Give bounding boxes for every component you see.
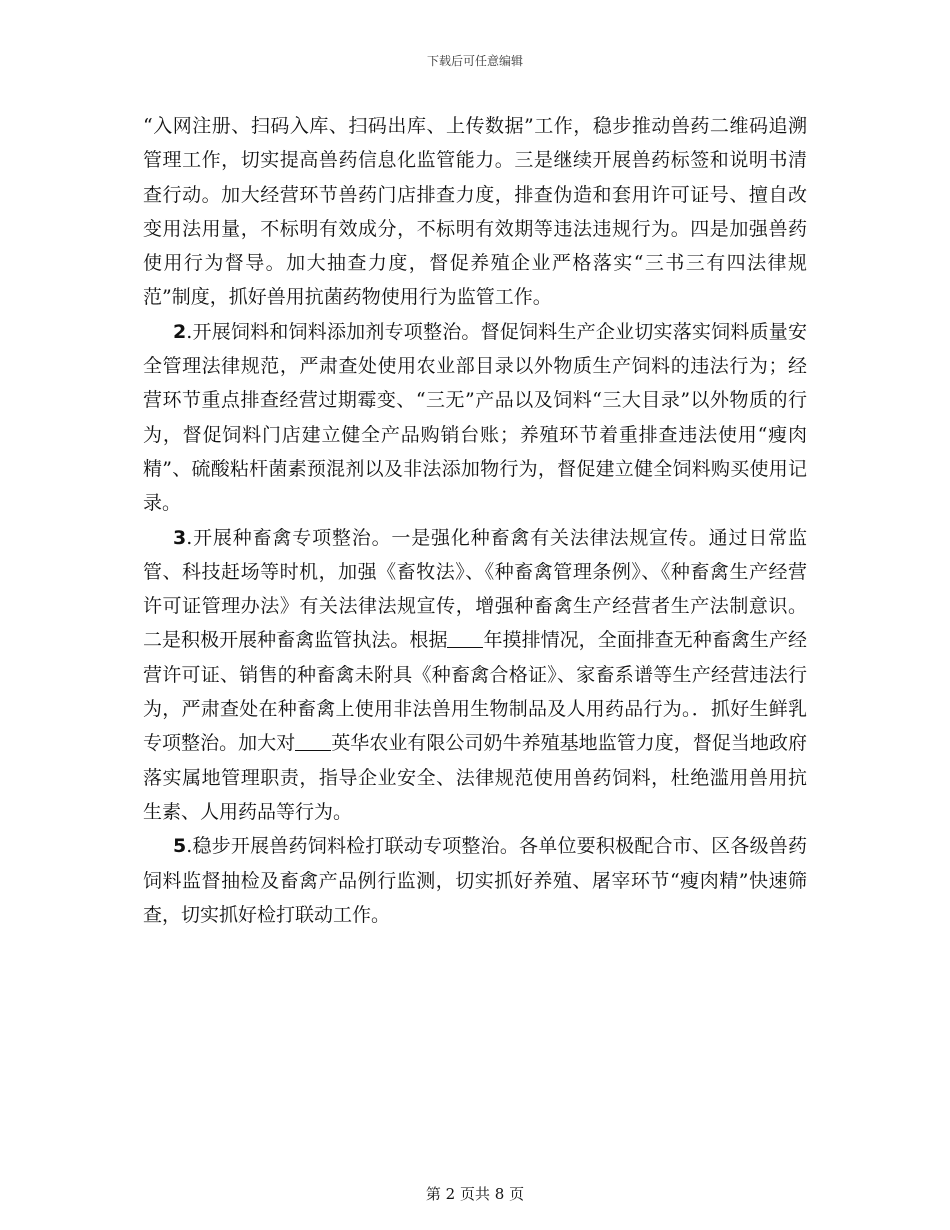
paragraph-text: .稳步开展兽药饲料检打联动专项整治。各单位要积极配合市、区各级兽药饲料监督抽检及畜禽产品例行监测，切实抓好养殖、屠宰环节“瘦肉精”快速筛查，切实抓好检打联动工作。 [143,835,807,926]
section-number: 2 [173,320,187,343]
paragraph-feed-rectification [143,315,807,521]
paragraph-breeding-livestock [143,521,807,830]
paragraph-text: 英华农业有限公司奶牛养殖基地监管力度，督促当地政府落实属地管理职责，指导企业安全、法律规范使用兽药饲料，杜绝滥用兽用抗生素、人用药品等行为。 [143,732,807,823]
document-body [143,109,807,932]
section-number: 5 [173,835,187,858]
page-footer: 第 2 页共 8 页 [425,1185,525,1203]
blank-underline [295,732,331,751]
paragraph-text: 年摸排情况，全面排查无种畜禽生产经营许可证、销售的种畜禽未附具《种畜禽合格证》、家畜系谱等生产经营违法行为，严肃查处在种畜禽上使用非法兽用生物制品及人用药品行为。．抓好生鲜乳专项整治。加大对 [143,629,807,755]
paragraph-text: .开展种畜禽专项整治。一是强化种畜禽有关法律法规宣传。通过日常监管、科技赶场等时机，加强《畜牧法》、《种畜禽管理条例》、《种畜禽生产经营许可证管理办法》有关法律法规宣传，增强种畜禽生产经营者生产法制意识。二是积极开展种畜禽监管执法。根据 [143,526,807,652]
paragraph-veterinary-drug [143,109,807,315]
page-header: 下载后可任意编辑 [426,54,523,68]
paragraph-inspection-enforcement [143,829,807,932]
blank-underline [447,629,483,648]
paragraph-text: “入网注册、扫码入库、扫码出库、上传数据”工作，稳步推动兽药二维码追溯管理工作，切实提高兽药信息化监管能力。三是继续开展兽药标签和说明书清查行动。加大经营环节兽药门店排查力度，排查伪造和套用许可证号、擅自改变用法用量，不标明有效成分，不标明有效期等违法违规行为。四是加强兽药使用行为督导。加大抽查力度，督促养殖企业严格落实“三书三有四法律规范”制度，抓好兽用抗菌药物使用行为监管工作。 [143,115,807,309]
paragraph-text: .开展饲料和饲料添加剂专项整治。督促饲料生产企业切实落实饲料质量安全管理法律规范，严肃查处使用农业部目录以外物质生产饲料的违法行为；经营环节重点排查经营过期霉变、“三无”产品以及饲料“三大目录”以外物质的行为，督促饲料门店建立健全产品购销台账；养殖环节着重排查违法使用“瘦肉精”、硫酸粘杆菌素预混剂以及非法添加物行为，督促建立健全饲料购买使用记录。 [143,320,807,515]
section-number: 3 [173,526,187,549]
